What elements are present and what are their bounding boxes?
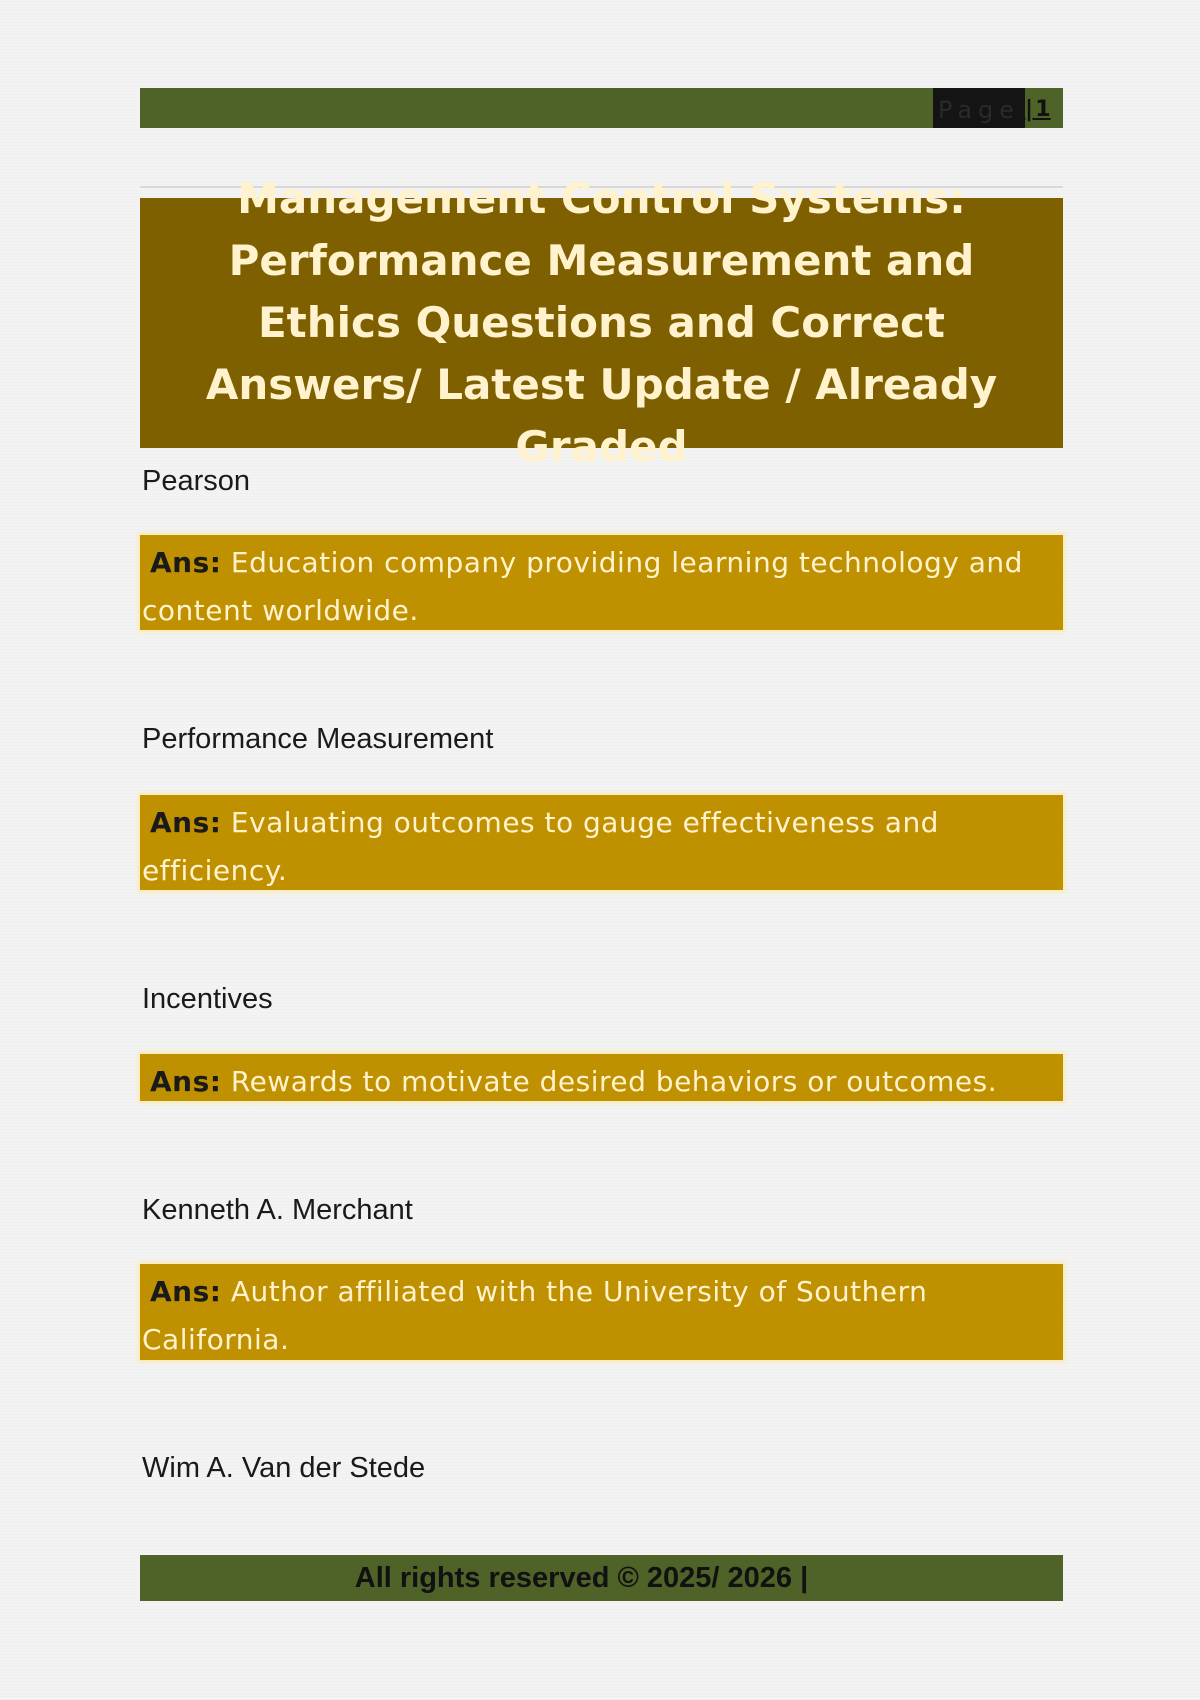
- title-banner: [140, 174, 1063, 471]
- answer-box: [140, 535, 1063, 630]
- question-text: Incentives: [142, 983, 273, 1015]
- page-number-value: 1: [1035, 97, 1051, 122]
- question-text: Performance Measurement: [142, 723, 494, 755]
- answer-text: Evaluating outcomes to gauge effectiveness and efficiency.: [142, 806, 939, 887]
- answer-label: Ans:: [150, 1065, 222, 1098]
- answer-text: Author affiliated with the University of Southern California.: [142, 1275, 928, 1356]
- document-title: Management Control Systems: Performance Measurement and Ethics Questions and Correct Answers/ Latest Update / Already Graded: [205, 174, 998, 471]
- page-label: Page: [933, 88, 1025, 128]
- footer-copyright: All rights reserved © 2025/ 2026 |: [354, 1562, 809, 1594]
- answer-box: [140, 1264, 1063, 1360]
- question-text: Pearson: [142, 465, 251, 497]
- answer-label: Ans:: [150, 806, 222, 839]
- answer-label: Ans:: [150, 1275, 222, 1308]
- question-text: Wim A. Van der Stede: [142, 1452, 426, 1484]
- answer-box: [140, 1054, 1063, 1101]
- answer-text: Education company providing learning technology and content worldwide.: [142, 546, 1023, 627]
- question-text: Kenneth A. Merchant: [142, 1194, 413, 1226]
- answer-text: Rewards to motivate desired behaviors or outcomes.: [230, 1065, 998, 1098]
- footer-bar: [140, 1555, 1063, 1601]
- answer-label: Ans:: [150, 546, 222, 579]
- answer-box: [140, 795, 1063, 890]
- page-number: | 1: [1025, 97, 1051, 122]
- header-bar: [140, 88, 1063, 128]
